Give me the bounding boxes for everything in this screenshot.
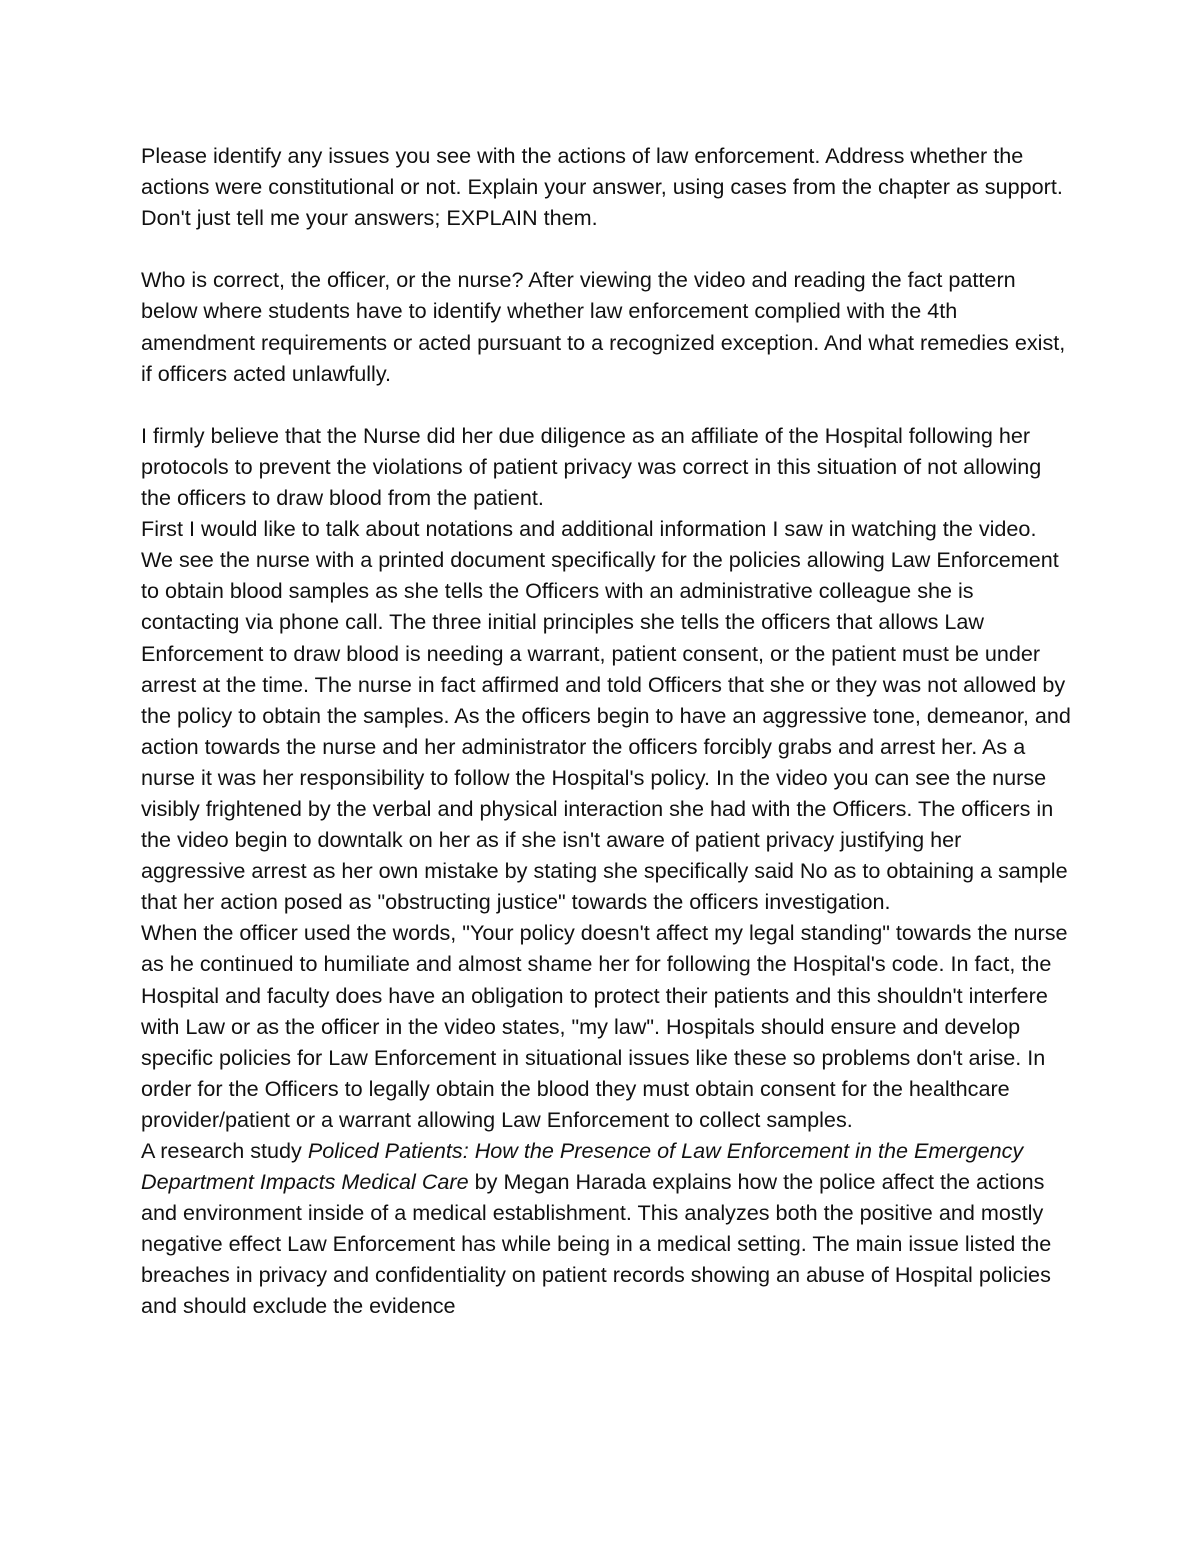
- paragraph-prompt: Please identify any issues you see with the actions of law enforcement. Address whether the actions were constitutional or not. Explain your answer, using cases from the chapter as support. Don't just tell me your answers; EXPLAIN them.: [141, 143, 1063, 231]
- paragraph-video-notes: First I would like to talk about notations and additional information I saw in watching the video. We see the nurse with a printed document specifically for the policies allowing Law Enforcement to obtain blood samples as she tells the Officers with an administrative colleague she is contacting via phone call. The three initial principles she tells the officers that allows Law Enforcement to draw blood is needing a warrant, patient consent, or the patient must be under arrest at the time. The nurse in fact affirmed and told Officers that she or they was not allowed by the policy to obtain the samples. As the officers begin to have an aggressive tone, demeanor, and action towards the nurse and her administrator the officers forcibly grabs and arrest her. As a nurse it was her responsibility to follow the Hospital's policy. In the video you can see the nurse visibly frightened by the verbal and physical interaction she had with the Officers. The officers in the video begin to downtalk on her as if she isn't aware of patient privacy justifying her aggressive arrest as her own mistake by stating she specifically said No as to obtaining a sample that her action posed as "obstructing justice" towards the officers investigation.: [141, 516, 1071, 915]
- paragraph-spacer: [141, 233, 1071, 264]
- paragraph-thesis: I firmly believe that the Nurse did her due diligence as an affiliate of the Hospital following her protocols to prevent the violations of patient privacy was correct in this situation of not allowing the officers to draw blood from the patient.: [141, 422, 1042, 511]
- paragraph-spacer: [141, 389, 1071, 420]
- paragraph-question: Who is correct, the officer, or the nurse? After viewing the video and reading the fact pattern below where students have to identify whether law enforcement complied with the 4th amendment requirements or acted pursuant to a recognized exception. And what remedies exist, if officers acted unlawfully.: [141, 267, 1066, 386]
- paragraph-officer-quote: When the officer used the words, "Your policy doesn't affect my legal standing" towards the nurse as he continued to humiliate and almost shame her for following the Hospital's code. In fact, the Hospital and faculty does have an obligation to protect their patients and this shouldn't interfere with Law or as the officer in the video states, "my law". Hospitals should ensure and develop specific policies for Law Enforcement in situational issues like these so problems don't arise. In order for the Officers to legally obtain the blood they must obtain consent for the healthcare provider/patient or a warrant allowing Law Enforcement to collect samples.: [141, 920, 1068, 1132]
- paragraph-research-study: [141, 1135, 1071, 1322]
- research-rest-text: by Megan Harada explains how the police affect the actions and environment inside of a medical establishment. This analyzes both the positive and mostly negative effect Law Enforcement has while being in a medical setting. The main issue listed the breaches in privacy and confidentiality on patient records showing an abuse of Hospital policies and should exclude the evidence: [141, 1169, 1052, 1319]
- research-lead-text: A research study: [141, 1138, 308, 1163]
- study-title: Policed Patients: How the Presence of Law Enforcement in the Emergency Department Impacts Medical Care: [141, 1138, 1024, 1195]
- document-body: [141, 140, 1071, 1322]
